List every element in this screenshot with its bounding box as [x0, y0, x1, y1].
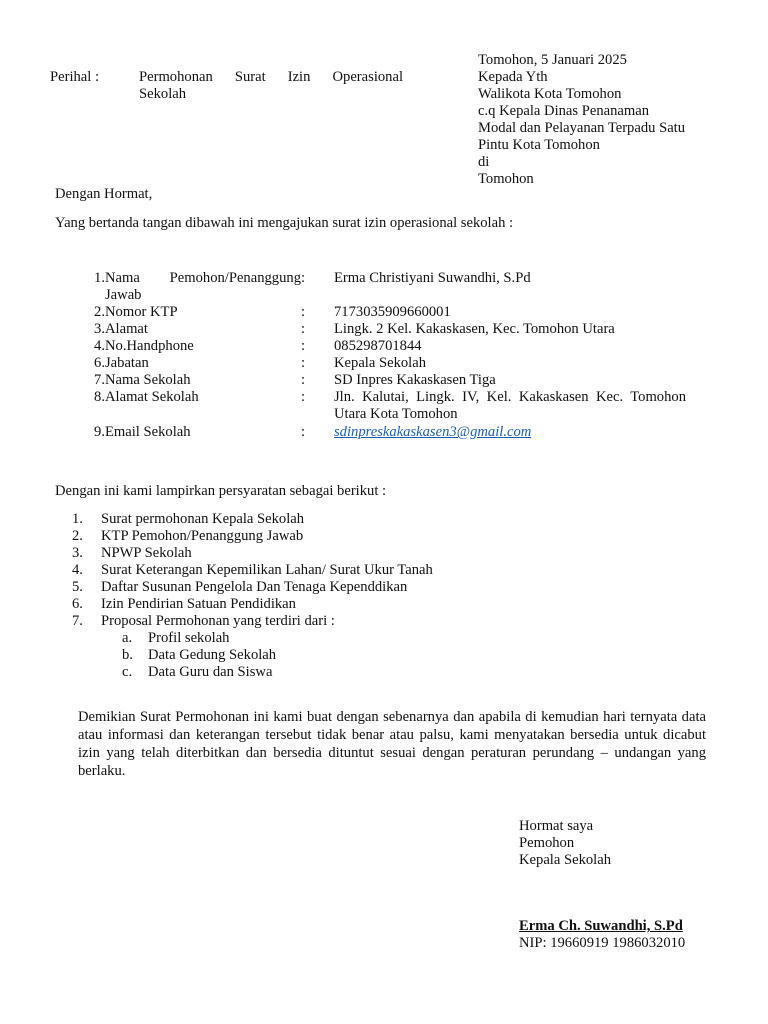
field-colon: :	[301, 338, 306, 354]
list-number: 2.	[72, 528, 83, 544]
field-label-word: Pemohon/Penanggung	[169, 270, 301, 286]
list-number: 5.	[72, 579, 83, 595]
field-label: Nomor KTP	[105, 304, 178, 320]
field-value: Erma Christiyani Suwandhi, S.Pd	[334, 270, 531, 286]
field-number: 6.	[94, 355, 105, 371]
field-number: 4.	[94, 338, 105, 354]
list-text: Izin Pendirian Satuan Pendidikan	[101, 596, 296, 612]
field-label-word: Jawab	[105, 287, 142, 303]
field-number: 1.	[94, 270, 105, 286]
perihal-word: Izin	[287, 69, 311, 85]
field-colon: :	[301, 424, 306, 440]
applicant-fields	[70, 270, 710, 441]
address-line: Tomohon	[478, 171, 534, 187]
field-colon: :	[301, 304, 306, 320]
field-colon: :	[301, 321, 306, 337]
field-label: Nama Sekolah	[105, 372, 191, 388]
sub-list-letter: b.	[122, 647, 133, 663]
field-label-word: Nama	[105, 270, 140, 286]
list-item	[72, 579, 492, 596]
sub-list-item	[122, 647, 492, 664]
field-colon: :	[301, 355, 306, 371]
field-label: No.Handphone	[105, 338, 194, 354]
list-text: Surat permohonan Kepala Sekolah	[101, 511, 305, 527]
list-item	[72, 596, 492, 613]
list-text: Daftar Susunan Pengelola Dan Tenaga Kependdikan	[101, 579, 408, 595]
list-number: 7.	[72, 613, 83, 629]
sub-list-letter: c.	[122, 664, 133, 680]
field-label: Email Sekolah	[105, 424, 191, 440]
school-email-link[interactable]: sdinpreskakaskasen3@gmail.com	[334, 424, 532, 440]
sub-list-letter: a.	[122, 630, 133, 646]
field-value: Kepala Sekolah	[334, 355, 426, 371]
field-row	[70, 372, 710, 389]
recipient-address	[478, 52, 728, 188]
field-row	[70, 355, 710, 372]
address-line: Kepada Yth	[478, 69, 548, 85]
field-row	[70, 304, 710, 321]
field-number: 2.	[94, 304, 105, 320]
field-label: Jabatan	[105, 355, 149, 371]
field-number: 9.	[94, 424, 105, 440]
date-line: Tomohon, 5 Januari 2025	[478, 52, 627, 68]
field-number: 3.	[94, 321, 105, 337]
field-label	[105, 270, 301, 304]
field-value: Lingk. 2 Kel. Kakaskasen, Kec. Tomohon Utara	[334, 321, 615, 337]
list-text: Surat Keterangan Kepemilikan Lahan/ Surat Ukur Tanah	[101, 562, 433, 578]
intro-paragraph: Yang bertanda tangan dibawah ini mengajukan surat izin operasional sekolah :	[55, 215, 514, 231]
field-value-wrap	[334, 424, 686, 441]
list-item	[72, 562, 492, 579]
signature-block	[519, 818, 611, 869]
list-item	[72, 511, 492, 528]
perihal-word: Operasional	[332, 69, 403, 85]
list-number: 4.	[72, 562, 83, 578]
field-row	[70, 389, 710, 423]
address-line: c.q Kepala Dinas Penanaman	[478, 103, 650, 119]
signer-name: Erma Ch. Suwandhi, S.Pd	[519, 918, 683, 934]
list-text: NPWP Sekolah	[101, 545, 192, 561]
field-row	[70, 321, 710, 338]
field-label: Alamat	[105, 321, 148, 337]
signer-nip: NIP: 19660919 1986032010	[519, 935, 686, 951]
list-item	[72, 545, 492, 562]
closing-paragraph: Demikian Surat Permohonan ini kami buat dengan sebenarnya dan apabila di kemudian hari ternyata data atau informasi dan keterangan tersebut tidak benar atau palsu, kami menyatakan bersedia untuk dicabut izin yang telah diterbitkan dan bersedia dituntut sesuai dengan peraturan perundang – undangan yang berlaku.	[78, 709, 706, 779]
field-value: 085298701844	[334, 338, 422, 354]
perihal-word: Surat	[234, 69, 266, 85]
address-line: Pintu Kota Tomohon	[478, 137, 600, 153]
list-item	[72, 613, 492, 630]
list-number: 6.	[72, 596, 83, 612]
perihal-subject	[139, 69, 403, 103]
address-line: Walikota Kota Tomohon	[478, 86, 622, 102]
sub-list-text: Profil sekolah	[148, 630, 230, 646]
field-row	[70, 338, 710, 355]
signature-line: Pemohon	[519, 835, 575, 851]
greeting: Dengan Hormat,	[55, 186, 153, 202]
sub-list-text: Data Gedung Sekolah	[148, 647, 277, 663]
list-number: 3.	[72, 545, 83, 561]
field-colon: :	[301, 372, 306, 388]
perihal-line2: Sekolah	[139, 86, 187, 102]
field-value: 7173035909660001	[334, 304, 451, 320]
sub-list-text: Data Guru dan Siswa	[148, 664, 273, 680]
list-text: Proposal Permohonan yang terdiri dari :	[101, 613, 335, 629]
sub-list-item	[122, 664, 492, 681]
field-label: Alamat Sekolah	[105, 389, 199, 405]
attachments-list	[72, 511, 492, 681]
field-colon: :	[301, 389, 306, 405]
address-line: Modal dan Pelayanan Terpadu Satu	[478, 120, 686, 136]
perihal-word: Permohonan	[139, 69, 213, 85]
signature-line: Kepala Sekolah	[519, 852, 611, 868]
sub-list-item	[122, 630, 492, 647]
address-line: di	[478, 154, 490, 170]
attachments-intro: Dengan ini kami lampirkan persyaratan sebagai berikut :	[55, 483, 387, 499]
signature-line: Hormat saya	[519, 818, 594, 834]
list-item	[72, 528, 492, 545]
field-colon: :	[301, 270, 306, 286]
field-row	[70, 270, 710, 304]
field-row	[70, 424, 710, 441]
field-value: Jln. Kalutai, Lingk. IV, Kel. Kakaskasen Kec. Tomohon Utara Kota Tomohon	[334, 389, 686, 422]
field-value: SD Inpres Kakaskasen Tiga	[334, 372, 496, 388]
perihal-label: Perihal :	[50, 69, 100, 85]
field-number: 8.	[94, 389, 105, 405]
field-number: 7.	[94, 372, 105, 388]
list-text: KTP Pemohon/Penanggung Jawab	[101, 528, 304, 544]
list-number: 1.	[72, 511, 83, 527]
